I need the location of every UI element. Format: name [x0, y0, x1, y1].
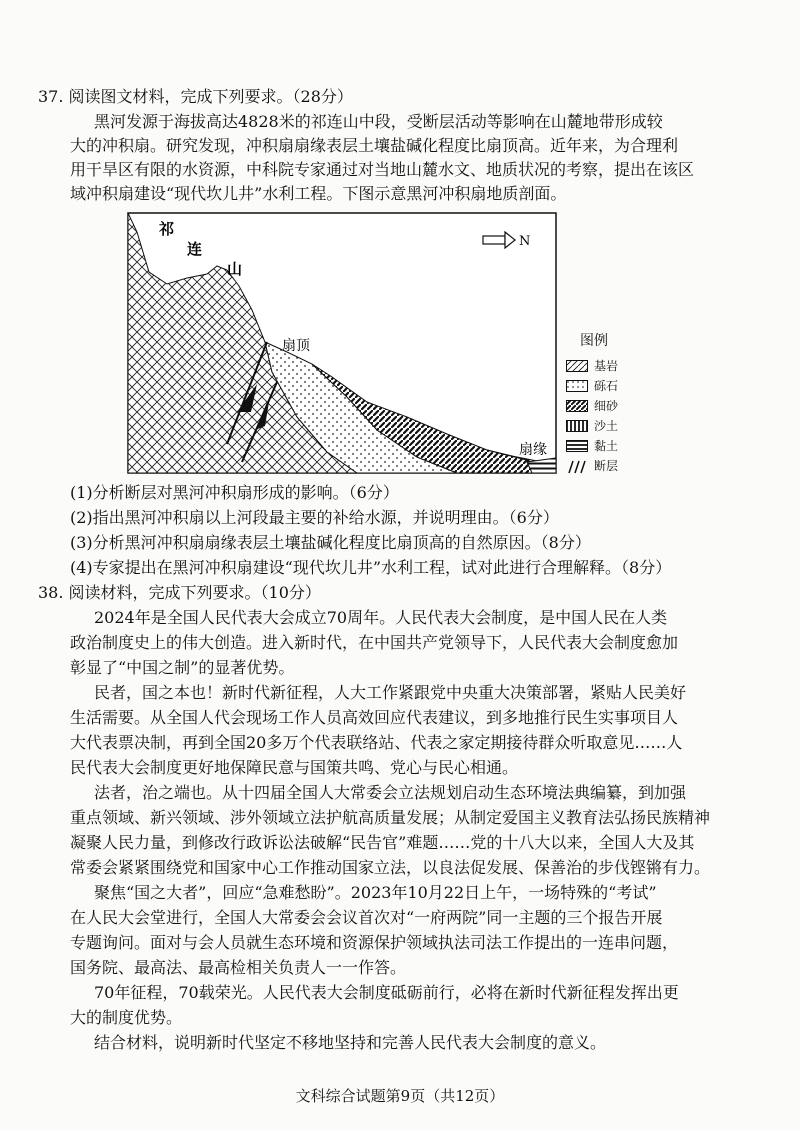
q37-sub-question: (4)专家提出在黑河冲积扇建设“现代坎儿井”水利工程，试对此进行合理解释。（8分） [70, 558, 672, 577]
q37-sub-question: (2)指出黑河冲积扇以上河段最主要的补给水源，并说明理由。（6分） [70, 508, 559, 527]
fan-top-label: 扇顶 [282, 338, 310, 354]
q38-text-line: 凝聚人民力量，到修改行政诉讼法破解“民告官”难题……党的十八大以来，全国人大及其 [70, 833, 695, 852]
q38-text-line: 民者，国之本也！新时代新征程，人大工作紧跟党中央重大决策部署，紧贴人民美好 [94, 683, 687, 702]
mountain-label: 连 [187, 240, 203, 258]
legend-item-fault: 断层 [566, 458, 646, 478]
legend-item-gravel: 砾石 [566, 378, 646, 398]
q38-text-line: 重点领域、新兴领域、涉外领域立法护航高质量发展；从制定爱国主义教育法弘扬民族精神 [70, 808, 711, 827]
legend-item-clay: 黏土 [566, 438, 646, 458]
q37-sub-question: (1)分析断层对黑河冲积扇形成的影响。（6分） [70, 483, 399, 502]
q38-text-line: 国务院、最高法、最高检相关负责人一一作答。 [70, 958, 407, 977]
q38-text-line: 2024年是全国人民代表大会成立70周年。人民代表大会制度，是中国人民在人类 [94, 608, 668, 627]
legend-item-fine-sand: 细砂 [566, 398, 646, 418]
q38-text-line: 在人民大会堂进行，全国人大常委会会议首次对“一府两院”同一主题的三个报告开展 [70, 908, 663, 927]
mountain-label: 山 [227, 260, 243, 278]
mountain-label: 祁 [159, 220, 175, 238]
q37-text-line: 大的冲积扇。研究发现，冲积扇扇缘表层土壤盐碱化程度比扇顶高。近年来，为合理利 [70, 136, 679, 155]
q37-heading: 37. 阅读图文材料，完成下列要求。（28分） [38, 87, 353, 106]
q38-text-line: 政治制度史上的伟大创造。进入新时代，在中国共产党领导下，人民代表大会制度愈加 [70, 633, 679, 652]
q38-text-line: 民代表大会制度更好地保障民意与国策共鸣、党心与民心相通。 [70, 758, 519, 777]
legend-item-bedrock: 基岩 [566, 358, 646, 378]
q37-sub-question: (3)分析黑河冲积扇扇缘表层土壤盐碱化程度比扇顶高的自然原因。（8分） [70, 533, 591, 552]
q37-text-line: 用干旱区有限的水资源，中科院专家通过对当地山麓水文、地质状况的考察，提出在该区 [70, 160, 695, 179]
q38-text-line: 大的制度优势。 [70, 1008, 183, 1027]
q38-text-line: 70年征程，70载荣光。人民代表大会制度砥砺前行，必将在新时代新征程发挥出更 [94, 983, 679, 1002]
fan-edge-label: 扇缘 [519, 442, 547, 458]
q38-text-line: 大代表票决制，再到全国20多万个代表联络站、代表之家定期接待群众听取意见……人 [70, 733, 683, 752]
legend-item-silt: 沙土 [566, 418, 646, 438]
q38-text-line: 生活需要。从全国人代会现场工作人员高效回应代表建议，到多地推行民生实事项目人 [70, 708, 679, 727]
q37-text-line: 黑河发源于海拔高达4828米的祁连山中段，受断层活动等影响在山麓地带形成较 [94, 112, 663, 131]
alluvial-fan-cross-section [127, 212, 557, 474]
north-label: N [519, 234, 531, 249]
q38-text-line: 专题询问。面对与会人员就生态环境和资源保护领域执法司法工作提出的一连串问题， [70, 933, 679, 952]
q38-task: 结合材料，说明新时代坚定不移地坚持和完善人民代表大会制度的意义。 [94, 1033, 607, 1052]
q38-heading: 38. 阅读材料，完成下列要求。（10分） [38, 583, 321, 602]
page-footer: 文科综合试题第9页（共12页） [295, 1087, 505, 1105]
q38-text-line: 彰显了“中国之制”的显著优势。 [70, 658, 295, 677]
q38-text-line: 聚焦“国之大者”，回应“急难愁盼”。2023年10月22日上午，一场特殊的“考试” [94, 883, 657, 902]
q38-text-line: 常委会紧紧围绕党和国家中心工作推动国家立法，以良法促发展、保善治的步伐铿锵有力。 [70, 858, 711, 877]
q38-text-line: 法者，治之端也。从十四届全国人大常委会立法规划启动生态环境法典编纂，到加强 [94, 783, 687, 802]
legend-title: 图例 [580, 333, 608, 349]
q37-text-line: 域冲积扇建设“现代坎儿井”水利工程。下图示意黑河冲积扇地质剖面。 [70, 184, 567, 203]
